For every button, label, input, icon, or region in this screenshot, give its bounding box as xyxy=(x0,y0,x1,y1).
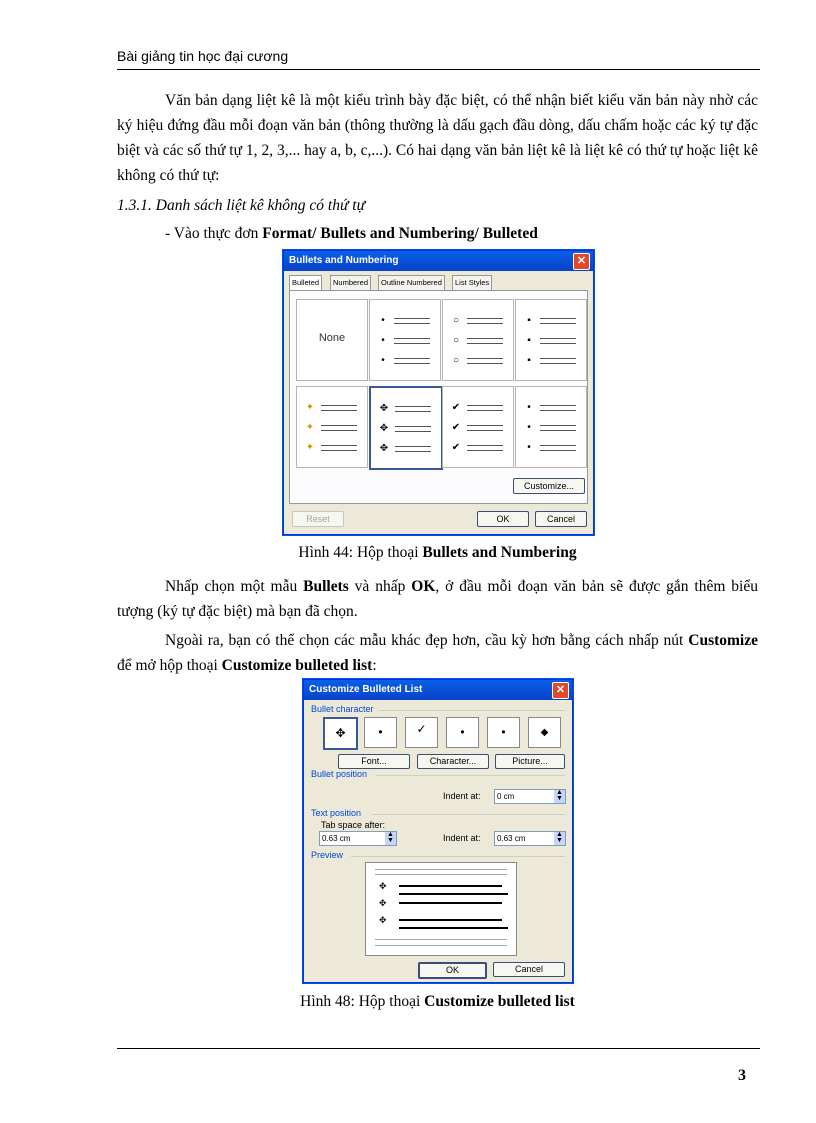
header-rule xyxy=(117,69,760,70)
bullet-character-label: Bullet character xyxy=(311,704,374,714)
step-prefix: - Vào thực đơn xyxy=(165,225,263,242)
tab-outline-numbered[interactable]: Outline Numbered xyxy=(378,275,445,290)
picture-bullet-icon: ✦ xyxy=(305,422,315,433)
four-diamond-icon: ✥ xyxy=(379,443,389,454)
caption-bold: Customize bulleted list xyxy=(424,993,575,1010)
page-header: Bài giảng tin học đại cương xyxy=(117,48,289,64)
square-icon: ▪ xyxy=(527,335,531,346)
bullet-style-square[interactable] xyxy=(515,299,587,381)
bullet-style-dot[interactable] xyxy=(369,299,441,381)
text-indent-at-label: Indent at: xyxy=(443,833,481,843)
p3-text-e: : xyxy=(372,657,377,674)
reset-button[interactable]: Reset xyxy=(292,511,344,527)
picture-button[interactable]: Picture... xyxy=(495,754,565,769)
circle-icon: ○ xyxy=(452,335,460,346)
bullet-char-1[interactable]: ✥ xyxy=(323,717,358,750)
figure-48-caption xyxy=(117,993,758,1011)
section-heading: 1.3.1. Danh sách liệt kê không có thứ tự xyxy=(117,197,366,214)
checkmark-icon: ✔ xyxy=(451,442,461,453)
picture-bullet-icon: ✦ xyxy=(305,442,315,453)
preview-bullet-icon: ✥ xyxy=(379,898,387,908)
intro-text: Văn bản dạng liệt kê là một kiểu trình bày đặc biệt, có thể nhận biết kiểu văn bản này nhờ các ký hiệu đứng đầu mỗi đoạn văn bản (thông thường là dấu gạch đầu dòng, dấu chấm hoặc các ký tự đặc biệt và các số thứ tự 1, 2, 3,... hay a, b, c,...). Có hai dạng văn bản liệt kê là liệt kê có thứ tự hoặc liệt kê không có thứ tự: xyxy=(117,92,758,184)
bullet-style-none[interactable] xyxy=(296,299,368,381)
group-divider xyxy=(379,710,565,711)
dot-icon: • xyxy=(381,355,385,366)
preview-bullet-icon: ✥ xyxy=(379,915,387,925)
tab-bulleted[interactable]: Bulleted xyxy=(289,275,322,291)
bullet-style-circle[interactable] xyxy=(442,299,514,381)
preview-box xyxy=(365,862,517,956)
caption-prefix: Hình 44: Hộp thoại xyxy=(298,544,423,561)
p2-ok: OK xyxy=(411,578,436,595)
square-icon: ▪ xyxy=(527,315,531,326)
p2-bullets: Bullets xyxy=(303,578,349,595)
square-icon: ▪ xyxy=(527,355,531,366)
page-number: 3 xyxy=(738,1067,746,1084)
spinner-arrows-icon[interactable]: ▲ ▼ xyxy=(554,832,565,845)
p3-text-a: Ngoài ra, bạn có thể chọn các mẫu khác đẹp hơn, cầu kỳ hơn bằng cách nhấp nút xyxy=(165,632,689,649)
dialog-titlebar xyxy=(304,680,572,700)
close-icon[interactable]: ✕ xyxy=(573,253,590,270)
p2-text-c: và nhấp xyxy=(348,578,412,595)
text-position-label: Text position xyxy=(311,808,362,818)
circle-icon: ○ xyxy=(452,315,460,326)
four-diamond-icon: ✥ xyxy=(379,403,389,414)
character-button[interactable]: Character... xyxy=(417,754,489,769)
p3-text-c: để mở hộp thoại xyxy=(117,657,222,674)
dialog-title: Customize Bulleted List xyxy=(309,684,423,695)
bullet-indent-value: 0 cm xyxy=(497,792,515,801)
dot-icon: • xyxy=(527,442,531,453)
dot-icon: • xyxy=(381,335,385,346)
tab-space-value: 0.63 cm xyxy=(322,834,351,843)
group-divider xyxy=(376,775,565,776)
group-divider xyxy=(351,856,565,857)
ok-button[interactable]: OK xyxy=(477,511,529,527)
cancel-button[interactable]: Cancel xyxy=(493,962,565,977)
dot-icon: • xyxy=(381,315,385,326)
dot-icon: • xyxy=(527,402,531,413)
checkmark-icon: ✔ xyxy=(451,402,461,413)
circle-icon: ○ xyxy=(452,355,460,366)
bullet-style-diamond-selected[interactable] xyxy=(369,386,443,470)
caption-bold: Bullets and Numbering xyxy=(422,544,577,561)
none-label: None xyxy=(318,332,346,344)
ok-button[interactable]: OK xyxy=(418,962,487,979)
customize-bulleted-list-dialog xyxy=(303,679,573,983)
four-diamond-icon: ✥ xyxy=(379,423,389,434)
bullet-char-5[interactable]: • xyxy=(487,717,520,748)
text-indent-value: 0.63 cm xyxy=(497,834,526,843)
p2-text-a: Nhấp chọn một mẫu xyxy=(165,578,304,595)
tab-space-after-label: Tab space after: xyxy=(321,820,386,830)
step-instruction xyxy=(165,225,538,243)
font-button[interactable]: Font... xyxy=(338,754,410,769)
dialog-title: Bullets and Numbering xyxy=(289,255,399,266)
cancel-button[interactable]: Cancel xyxy=(535,511,587,527)
picture-bullet-icon: ✦ xyxy=(305,402,315,413)
bullet-char-4[interactable]: • xyxy=(446,717,479,748)
spinner-arrows-icon[interactable]: ▲ ▼ xyxy=(554,790,565,803)
dialog-titlebar xyxy=(284,251,593,271)
customize-button[interactable]: Customize... xyxy=(513,478,585,494)
p3-dialog-name: Customize bulleted list xyxy=(221,657,373,674)
bullet-style-picture[interactable] xyxy=(296,386,368,468)
p3-customize: Customize xyxy=(688,632,758,649)
bullet-char-3[interactable]: ✓ xyxy=(405,717,438,748)
spinner-arrows-icon[interactable]: ▲ ▼ xyxy=(385,832,396,845)
tab-space-spinner[interactable] xyxy=(319,831,397,846)
select-bullet-paragraph xyxy=(117,574,758,624)
caption-prefix: Hình 48: Hộp thoại xyxy=(300,993,425,1010)
customize-paragraph xyxy=(117,628,758,678)
bullet-position-label: Bullet position xyxy=(311,769,368,779)
preview-label: Preview xyxy=(311,850,344,860)
bullet-char-2[interactable]: • xyxy=(364,717,397,748)
close-icon[interactable]: ✕ xyxy=(552,682,569,699)
step-menu-path: Format/ Bullets and Numbering/ Bulleted xyxy=(262,225,538,242)
tab-numbered[interactable]: Numbered xyxy=(330,275,371,290)
text-indent-spinner[interactable] xyxy=(494,831,566,846)
figure-44-caption xyxy=(117,544,758,562)
bullet-indent-spinner[interactable] xyxy=(494,789,566,804)
preview-bullet-icon: ✥ xyxy=(379,881,387,891)
tab-panel xyxy=(289,290,588,504)
intro-paragraph xyxy=(117,88,758,188)
footer-rule xyxy=(117,1048,760,1049)
group-divider xyxy=(372,814,565,815)
p2-text-e: , ở đầu mỗi đoạn văn bản sẽ được gắn thêm biểu tượng (ký tự đặc biệt) mà bạn đã chọn. xyxy=(117,578,758,620)
indent-at-label: Indent at: xyxy=(443,791,481,801)
checkmark-icon: ✔ xyxy=(451,422,461,433)
bullets-numbering-dialog xyxy=(283,250,594,535)
tab-list-styles[interactable]: List Styles xyxy=(452,275,492,290)
bullet-style-dot-2[interactable] xyxy=(515,386,587,468)
bullet-char-6[interactable]: ◆ xyxy=(528,717,561,748)
bullet-style-check[interactable] xyxy=(442,386,514,468)
dot-icon: • xyxy=(527,422,531,433)
